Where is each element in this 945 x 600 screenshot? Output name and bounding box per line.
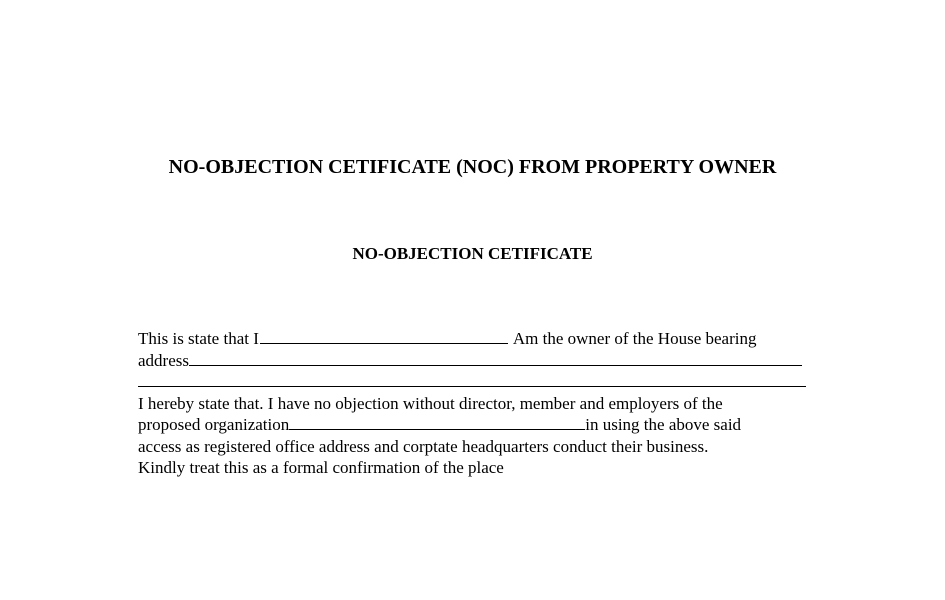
body-line-address bbox=[138, 350, 818, 372]
address-continued-blank bbox=[138, 371, 806, 387]
document-subtitle: NO-OBJECTION CETIFICATE bbox=[352, 244, 593, 263]
body-line-confirmation bbox=[138, 457, 818, 479]
body-line-organization bbox=[138, 414, 818, 436]
owner-statement-prefix: This is state that I bbox=[138, 329, 259, 348]
confirmation-statement: Kindly treat this as a formal confirmation of the place bbox=[138, 458, 504, 477]
document-title: NO-OBJECTION CETIFICATE (NOC) FROM PROPERTY OWNER bbox=[168, 156, 777, 178]
address-label: address bbox=[138, 350, 189, 370]
objection-statement: I hereby state that. I have no objection without director, member and employers of the bbox=[138, 393, 723, 413]
organization-suffix: in using the above said bbox=[585, 415, 742, 434]
access-statement: access as registered office address and corptate headquarters conduct their business. bbox=[138, 436, 709, 456]
body-line-address-continued bbox=[138, 371, 818, 393]
owner-name-blank bbox=[260, 328, 508, 344]
organization-label: proposed organization bbox=[138, 415, 290, 434]
body-line-owner bbox=[138, 328, 818, 350]
owner-statement-suffix: Am the owner of the House bearing bbox=[512, 329, 757, 348]
address-blank bbox=[189, 350, 802, 366]
body-line-objection bbox=[138, 393, 818, 415]
organization-name-blank bbox=[289, 414, 585, 430]
document-body bbox=[138, 328, 818, 479]
body-line-access bbox=[138, 436, 818, 458]
